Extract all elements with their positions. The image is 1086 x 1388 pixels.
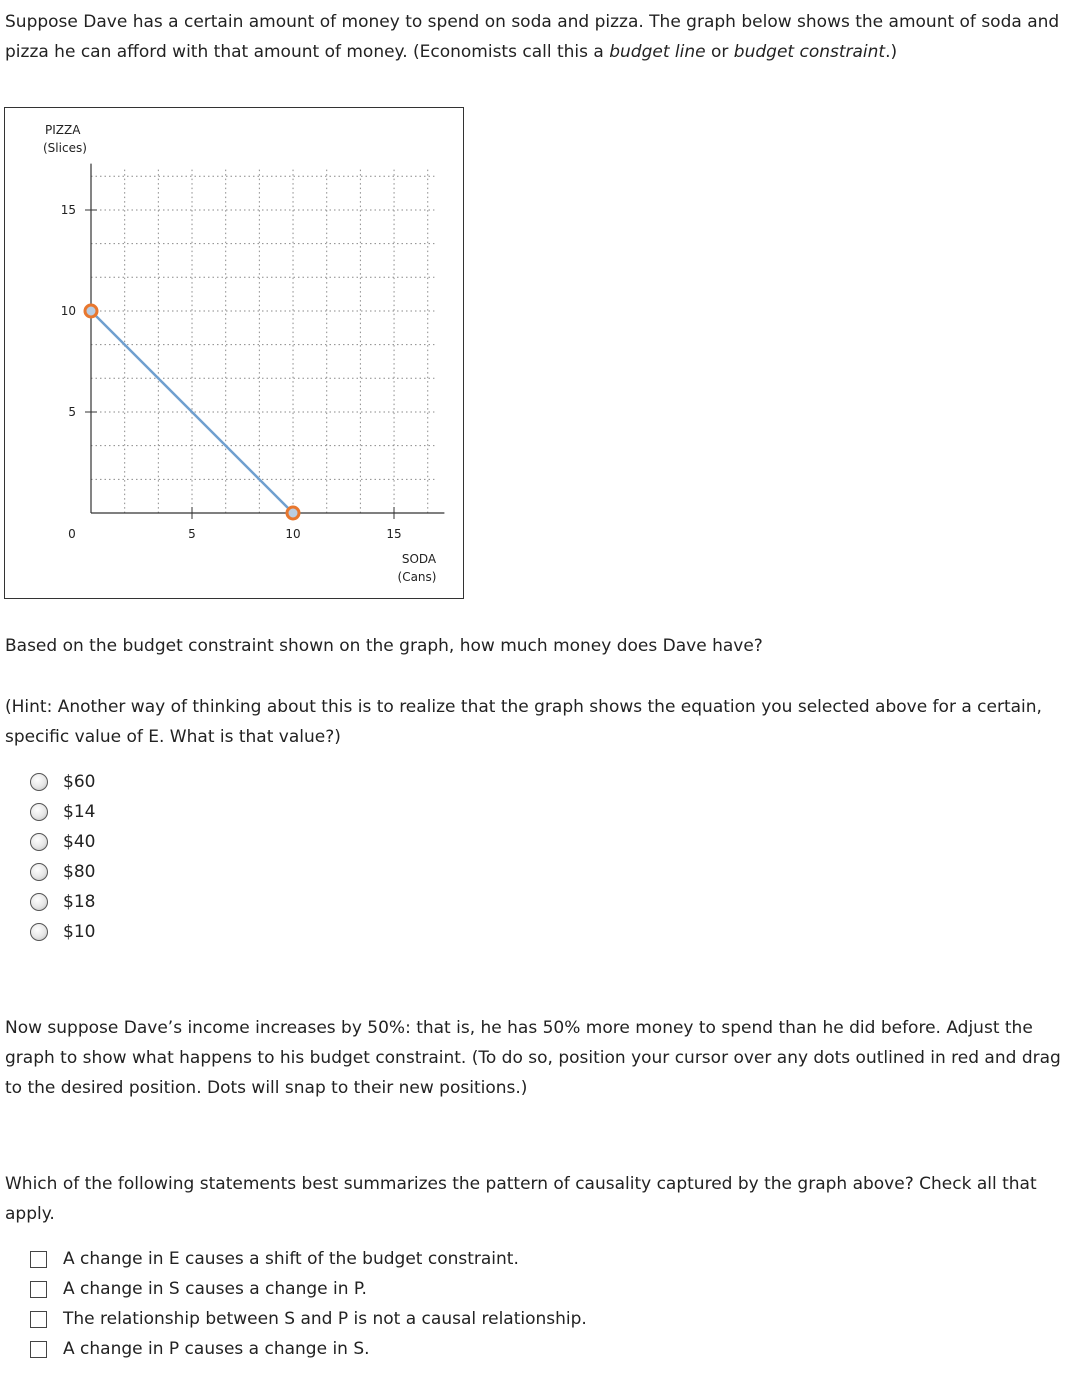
question-1-text: Based on the budget constraint shown on the graph, how much money does Dave have? [5,636,763,656]
money-option-label: $60 [63,772,96,792]
x-axis-label-line1: SODA [401,552,437,566]
causality-option-label: A change in S causes a change in P. [63,1279,367,1299]
money-option[interactable] [30,827,95,857]
checkbox[interactable] [30,1341,47,1358]
money-option[interactable] [30,767,95,797]
budget-chart-svg [5,108,465,600]
money-option[interactable] [30,887,95,917]
causality-option[interactable] [30,1334,587,1364]
checkbox[interactable] [30,1251,47,1268]
causality-option[interactable] [30,1244,587,1274]
intro-paragraph [5,7,1075,67]
question-1-hint: (Hint: Another way of thinking about this is to realize that the graph shows the equation you selected above for a certain, specific value of E. What is that value?) [5,697,1042,747]
term-budget-line: budget line [609,42,706,62]
question-3-text: Which of the following statements best summarizes the pattern of causality captured by the graph above? Check all that apply. [5,1174,1037,1224]
budget-graph [4,107,464,599]
causality-option-label: A change in P causes a change in S. [63,1339,370,1359]
money-option[interactable] [30,917,95,947]
intro-text-1: Suppose Dave has a certain amount of money to spend on soda and pizza. The graph below shows the amount of soda and pizza he can afford with that amount of money. (Economists call this a [5,12,1060,62]
money-options [30,767,95,947]
money-option-label: $80 [63,862,96,882]
intro-text-3: .) [885,42,898,62]
money-option-label: $18 [63,892,96,912]
question-2-text: Now suppose Dave’s income increases by 50%: that is, he has 50% more money to spend than he did before. Adjust the graph to show what happens to his budget constraint. (To do so, position your cursor over any dots outlined in red and drag to the desired position. Dots will snap to their new positions.) [5,1018,1061,1098]
budget-point[interactable] [287,507,299,519]
tick-layer [61,203,402,541]
money-option[interactable] [30,797,95,827]
x-tick-label: 10 [285,527,301,541]
radio-button[interactable] [30,863,48,881]
causality-option[interactable] [30,1274,587,1304]
y-tick-label: 10 [60,304,76,318]
radio-button[interactable] [30,773,48,791]
money-option-label: $10 [63,922,96,942]
causality-option-label: A change in E causes a shift of the budget constraint. [63,1249,519,1269]
checkbox[interactable] [30,1311,47,1328]
origin-label: 0 [68,527,76,541]
budget-point[interactable] [85,305,97,317]
axes-layer [91,164,444,513]
radio-button[interactable] [30,893,48,911]
y-tick-label: 5 [68,405,76,419]
radio-button[interactable] [30,803,48,821]
x-axis-label-line2: (Cans) [397,570,437,584]
checkbox[interactable] [30,1281,47,1298]
money-option[interactable] [30,857,95,887]
grid-layer [91,170,434,513]
causality-option[interactable] [30,1304,587,1334]
money-option-label: $14 [63,802,96,822]
intro-text-2: or [705,42,734,62]
causality-options [30,1244,587,1364]
radio-button[interactable] [30,833,48,851]
radio-button[interactable] [30,923,48,941]
x-tick-label: 15 [386,527,402,541]
y-tick-label: 15 [60,203,76,217]
term-budget-constraint: budget constraint [733,42,886,62]
y-axis-label-line2: (Slices) [43,141,87,155]
y-axis-label-line1: PIZZA [45,123,81,137]
causality-option-label: The relationship between S and P is not a causal relationship. [63,1309,587,1329]
money-option-label: $40 [63,832,96,852]
x-tick-label: 5 [188,527,196,541]
